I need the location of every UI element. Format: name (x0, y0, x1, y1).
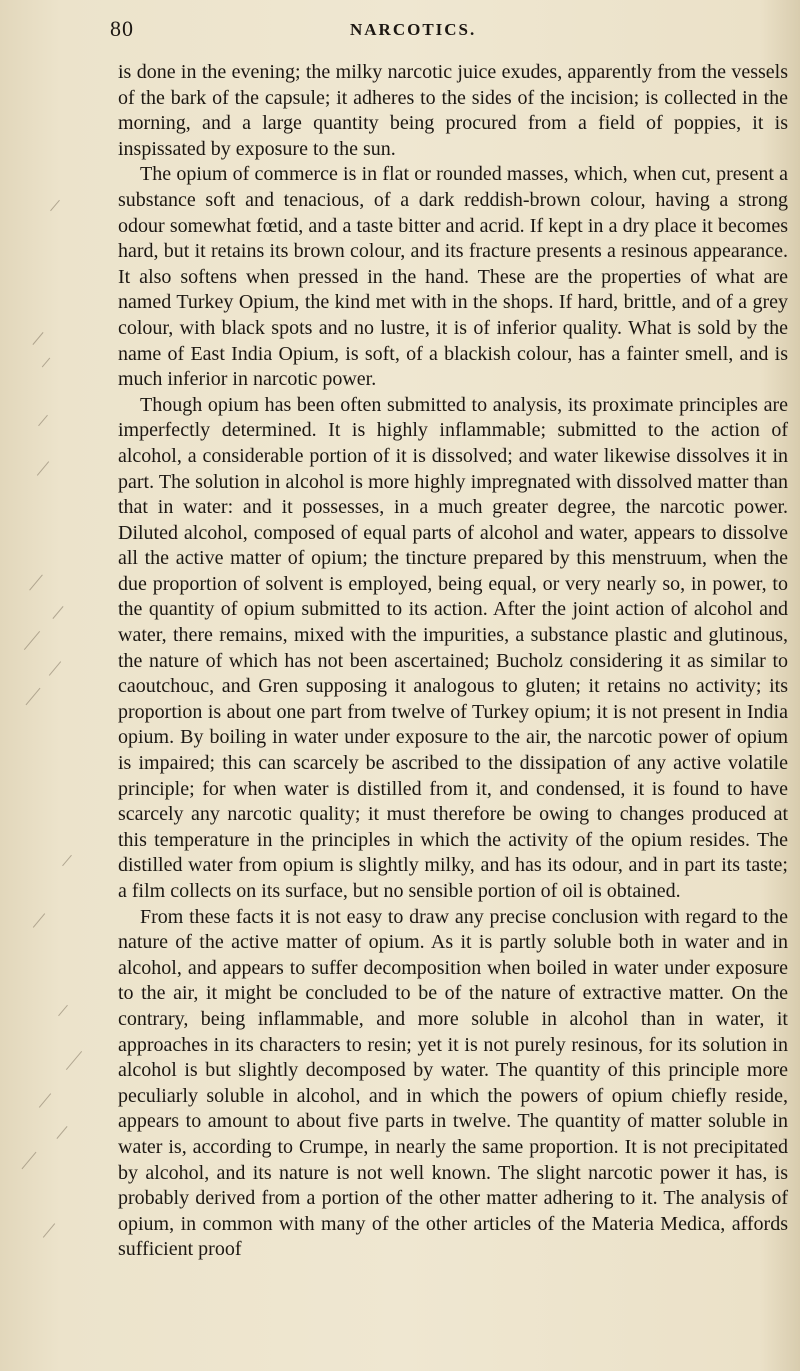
paragraph: From these facts it is not easy to draw any precise conclusion with regard to the nature of the active matter of opium. As it is partly soluble both in water and in alcohol, and appears to suffer decomposition when boiled in water under exposure to the air, it might be concluded to be of the nature of extractive matter. On the contrary, being inflammable, and more soluble in alcohol than in water, it approaches in its characters to resin; yet it is not purely resinous, for its solution in alcohol is but slightly decomposed by water. The quantity of this principle more peculiarly soluble in alcohol, and in which the powers of opium chiefly reside, appears to amount to about five parts in twelve. The quantity of matter soluble in water is, according to Crumpe, in nearly the same proportion. It is not precipitated by alcohol, and its nature is not well known. The slight narcotic power it has, is probably derived from a portion of the other matter adhering to it. The analysis of opium, in common with many of the other articles of the Materia Medica, affords sufficient proof (118, 905, 788, 1261)
page-header (110, 16, 790, 42)
margin-annotation-marks (0, 0, 90, 1371)
running-head: NARCOTICS. (350, 20, 477, 39)
paragraph: The opium of commerce is in flat or rounded masses, which, when cut, present a substance soft and tenacious, of a dark reddish-brown colour, having a strong odour somewhat fœtid, and a taste bitter and acrid. If kept in a dry place it becomes hard, but it retains its brown colour, and its fracture presents a resinous appearance. It also softens when pressed in the hand. These are the properties of what are named Turkey Opium, the kind met with in the shops. If hard, brittle, and of a grey colour, with black spots and no lustre, it is of inferior quality. What is sold by the name of East India Opium, is soft, of a blackish colour, has a fainter smell, and is much inferior in narcotic power. (118, 163, 788, 391)
paragraph: Though opium has been often submitted to analysis, its proximate principles are imperfectly determined. It is highly inflammable; submitted to the action of alcohol, a considerable portion of it is dissolved; and water likewise dissolves it in part. The solution in alcohol is more highly impregnated with dissolved matter than that in water: and it possesses, in a much greater degree, the narcotic power. Diluted alcohol, composed of equal parts of alcohol and water, appears to dissolve all the active matter of opium; the tincture prepared by this menstruum, when the due proportion of solvent is employed, being equal, or very nearly so, in power, to the quantity of opium submitted to its action. After the joint action of alcohol and water, there remains, mixed with the impurities, a substance plastic and glutinous, the nature of which has not been ascertained; Bucholz considering it as similar to caoutchouc, and Gren supposing it analogous to gluten; it retains no activity; its proportion is about one part from twelve of Turkey opium; it is not present in India opium. By boiling in water under exposure to the air, the narcotic power of opium is impaired; this can scarcely be ascribed to the dissipation of any active volatile principle; for when water is distilled from it, and condensed, it is found to have scarcely any narcotic quality; it must therefore be owing to changes produced at this temperature in the principles in which the activity of the opium resides. The distilled water from opium is slightly milky, and has its odour, and in part its taste; a film collects on its surface, but no sensible portion of oil is obtained. (118, 393, 788, 902)
body-text (118, 60, 788, 1263)
paragraph: is done in the evening; the milky narcotic juice exudes, apparently from the vessels of the bark of the capsule; it adheres to the sides of the incision; is collected in the morning, and a large quantity being procured from a field of poppies, it is inspissated by exposure to the sun. (118, 61, 788, 160)
page-number: 80 (110, 16, 134, 41)
